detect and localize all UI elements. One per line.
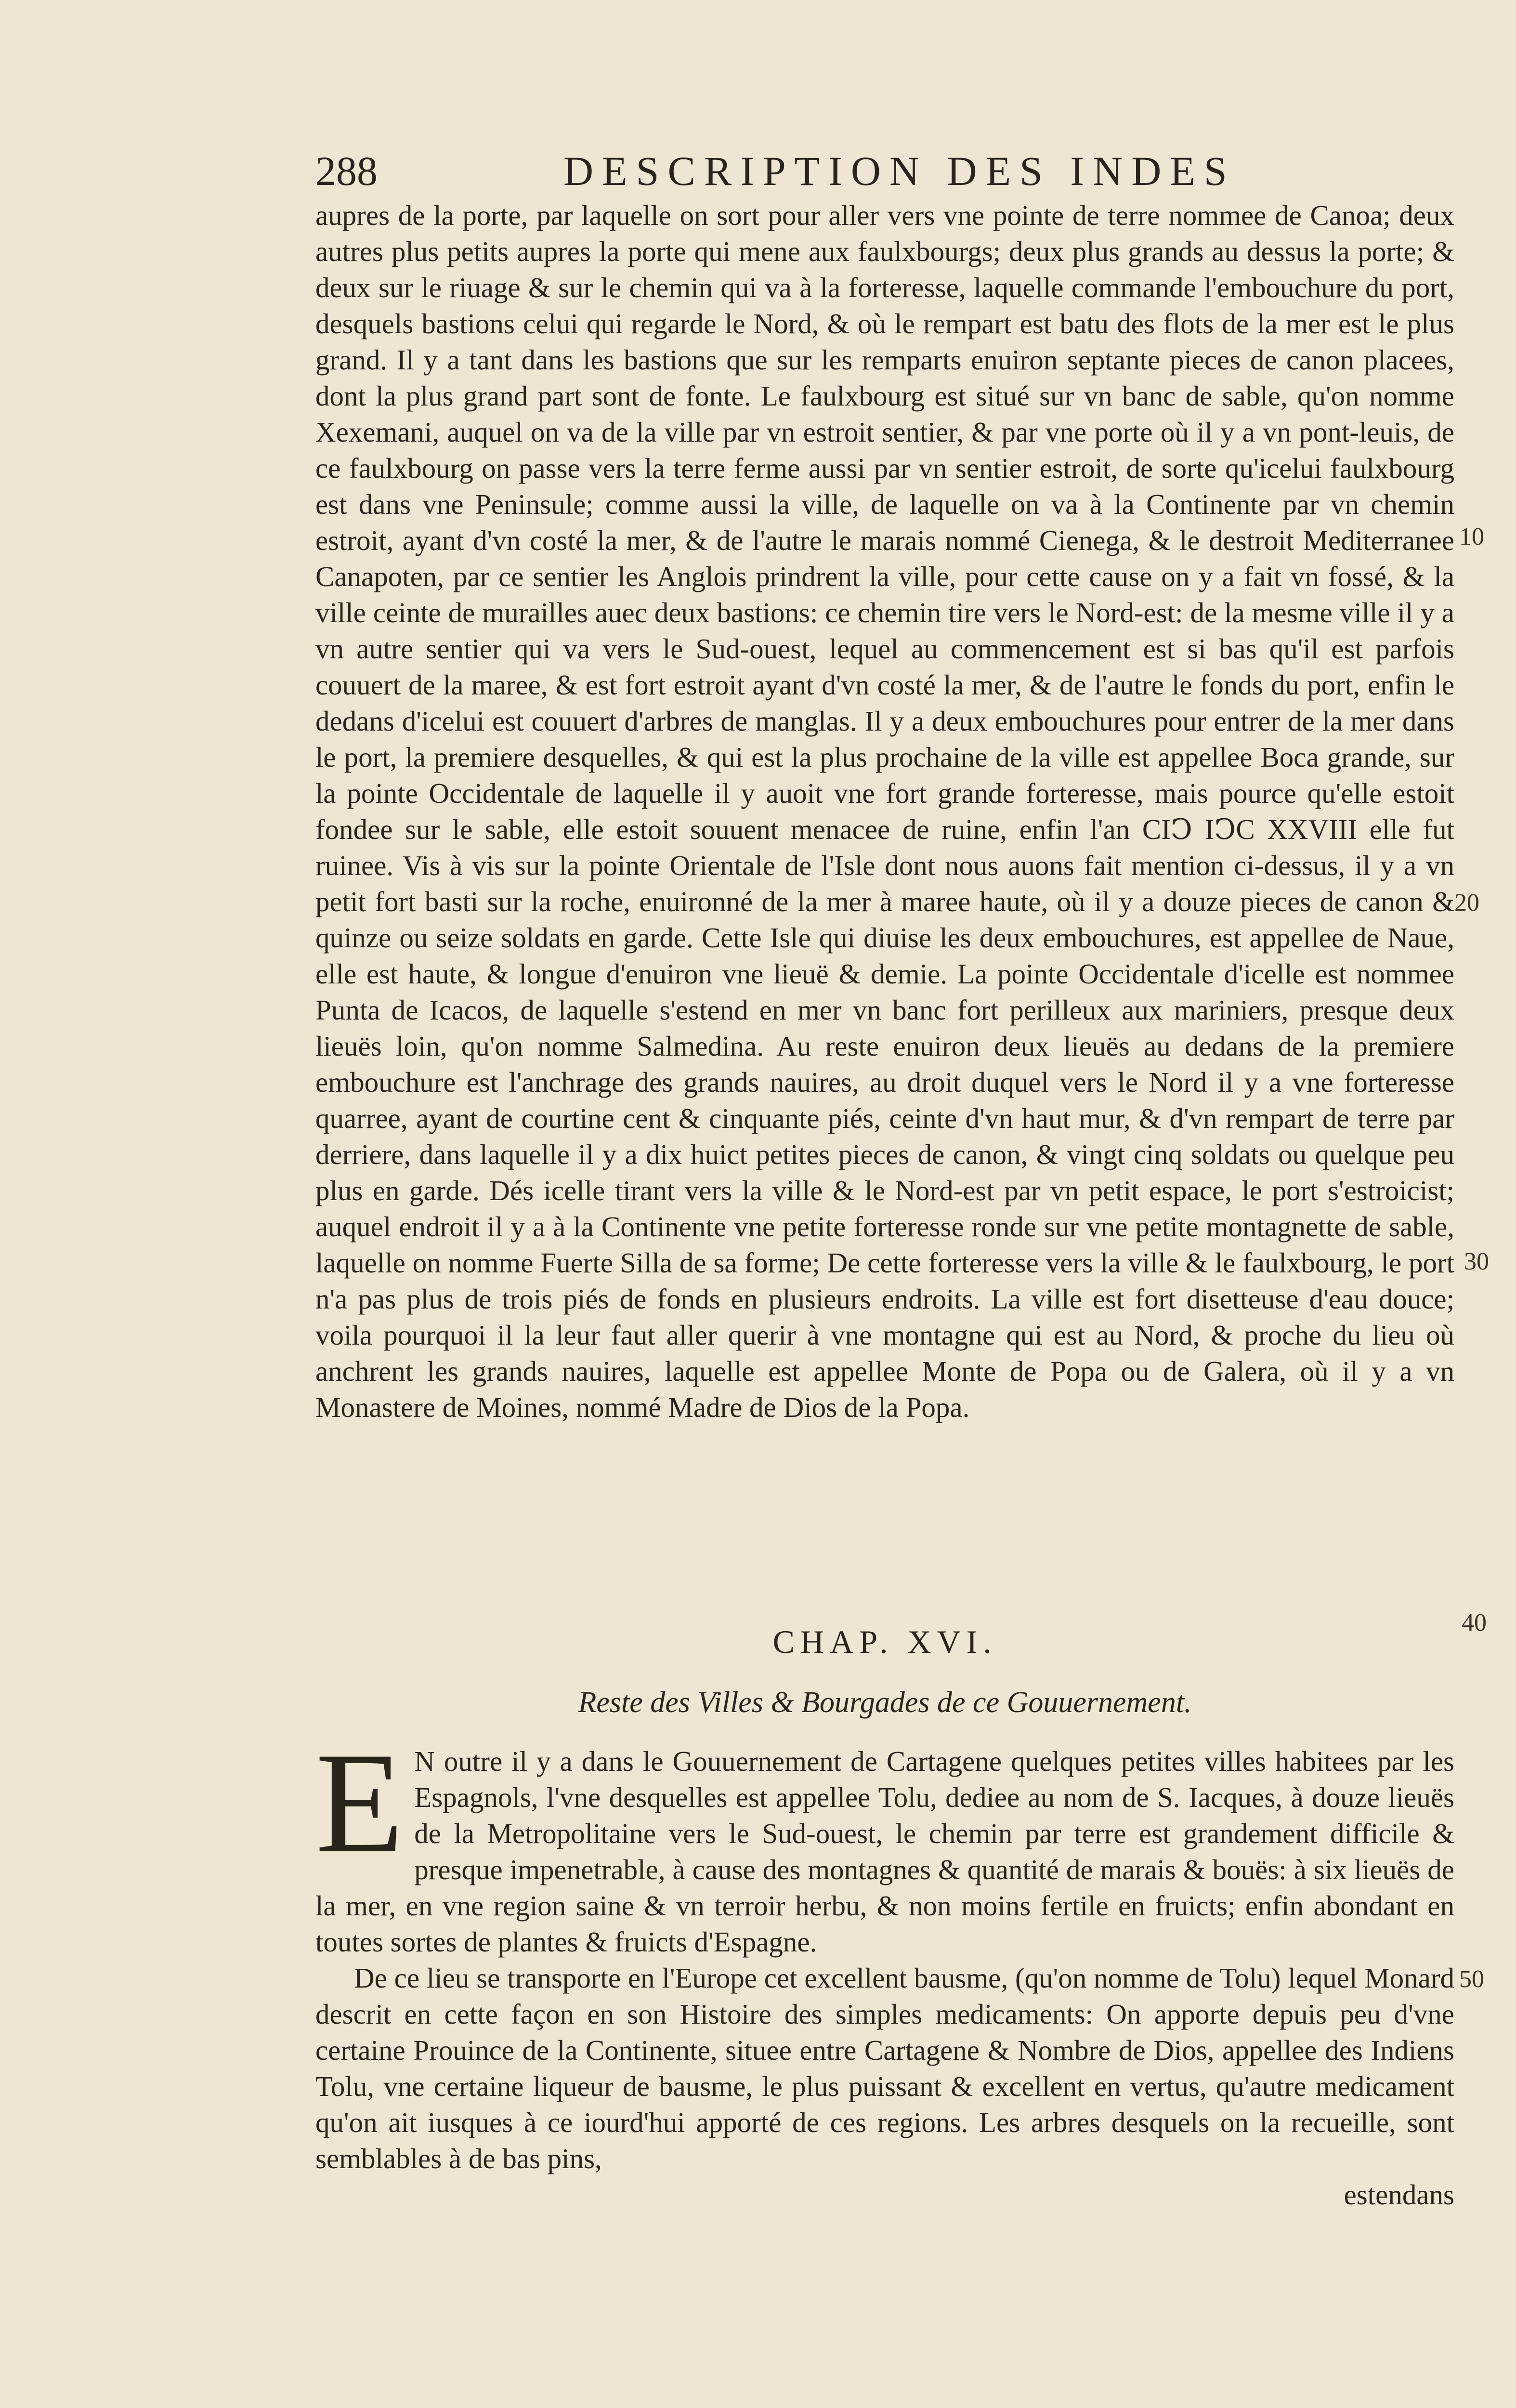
chapter-heading: CHAP. XVI.	[772, 1623, 997, 1660]
paragraph-1-text: N outre il y a dans le Gouuernement de Cartagene quelques petites villes habitees par les Espagnols, l'vne desquelles est appellee Tolu, dediee au nom de S. Iacques, à douze lieuës de la Metropolitaine vers le Sud-ouest, le chemin par terre est grandement difficile & presque impenetrable, à cause des montagnes & quantité de marais & bouës: à six lieuës de la mer, en vne region saine & vn terroir herbu, & non moins fertile en fruicts; enfin abondant en toutes sortes de plantes & fruicts d'Espagne.	[315, 1745, 1454, 1958]
chapter-text-block	[315, 1723, 1454, 2213]
running-title: DESCRIPTION DES INDES	[563, 148, 1236, 194]
margin-line-number: 50	[1459, 1965, 1484, 1993]
chapter-paragraph-2: De ce lieu se transporte en l'Europe cet excellent bausme, (qu'on nomme de Tolu) lequel Monard descrit en cette façon en son Histoire des simples medicaments: On apporte depuis peu d'vne certaine Prouince de la Continente, situee entre Cartagene & Nombre de Dios, appellee des Indiens Tolu, vne certaine liqueur de bausme, le plus puissant & excellent en vertus, qu'autre medicament qu'on ait iusques à ce iourd'hui apporté de ces regions. Les arbres desquels on la recueille, sont semblables à de bas pins,	[315, 1962, 1454, 2174]
catchword: estendans	[1344, 2179, 1454, 2211]
margin-line-number: 20	[1454, 889, 1479, 916]
chapter-paragraph-1	[315, 1723, 1454, 1960]
margin-line-number: 10	[1459, 523, 1484, 550]
margin-line-number: 40	[1462, 1609, 1487, 1636]
margin-line-number: 30	[1464, 1248, 1489, 1275]
chapter-subtitle: Reste des Villes & Bourgades de ce Gouuernement.	[578, 1686, 1192, 1719]
drop-capital: E	[315, 1723, 404, 1883]
main-text-block	[315, 197, 1454, 1426]
body-paragraph: aupres de la porte, par laquelle on sort pour aller vers vne pointe de terre nommee de Canoa; deux autres plus petits aupres la porte qui mene aux faulxbourgs; deux plus grands au dessus la porte; & deux sur le riuage & sur le chemin qui va à la forteresse, laquelle commande l'embouchure du port, desquels bastions celui qui regarde le Nord, & où le rempart est batu des flots de la mer est le plus grand. Il y a tant dans les bastions que sur les remparts enuiron septante pieces de canon placees, dont la plus grand part sont de fonte. Le faulxbourg est situé sur vn banc de sable, qu'on nomme Xexemani, auquel on va de la ville par vn estroit sentier, & par vne porte où il y a vn pont-leuis, de ce faulxbourg on passe vers la terre ferme aussi par vn sentier estroit, de sorte qu'icelui faulxbourg est dans vne Peninsule; comme aussi la ville, de laquelle on va à la Continente par vn chemin estroit, ayant d'vn costé la mer, & de l'autre le marais nommé Cienega, & le destroit Mediterranee Canapoten, par ce sentier les Anglois prindrent la ville, pour cette cause on y a fait vn fossé, & la ville ceinte de murailles auec deux bastions: ce chemin tire vers le Nord-est: de la mesme ville il y a vn autre sentier qui va vers le Sud-ouest, lequel au commencement est si bas qu'il est parfois couuert de la maree, & est fort estroit ayant d'vn costé la mer, & de l'autre le fonds du port, enfin le dedans d'icelui est couuert d'arbres de manglas. Il y a deux embouchures pour entrer de la mer dans le port, la premiere desquelles, & qui est la plus prochaine de la ville est appellee Boca grande, sur la pointe Occidentale de laquelle il y auoit vne fort grande forteresse, mais pource qu'elle estoit fondee sur le sable, elle estoit souuent menacee de ruine, enfin l'an CIↃ IↃC XXVIII elle fut ruinee. Vis à vis sur la pointe Orientale de l'Isle dont nous auons fait mention ci-dessus, il y a vn petit fort basti sur la roche, enuironné de la mer à maree haute, où il y a douze pieces de canon & quinze ou seize soldats en garde. Cette Isle qui diuise les deux embouchures, est appellee de Naue, elle est haute, & longue d'enuiron vne lieuë & demie. La pointe Occidentale d'icelle est nommee Punta de Icacos, de laquelle s'estend en mer vn banc fort perilleux aux mariniers, presque deux lieuës loin, qu'on nomme Salmedina. Au reste enuiron deux lieuës au dedans de la premiere embouchure est l'anchrage des grands nauires, au droit duquel vers le Nord il y a vne forteresse quarree, ayant de courtine cent & cinquante piés, ceinte d'vn haut mur, & d'vn rempart de terre par derriere, dans laquelle il y a dix huict petites pieces de canon, & vingt cinq soldats ou quelque peu plus en garde. Dés icelle tirant vers la ville & le Nord-est par vn petit espace, le port s'estroicist; auquel endroit il y a à la Continente vne petite forteresse ronde sur vne petite montagnette de sable, laquelle on nomme Fuerte Silla de sa forme; De cette forteresse vers la ville & le faulxbourg, le port n'a pas plus de trois piés de fonds en plusieurs endroits. La ville est fort disetteuse d'eau douce; voila pourquoi il la leur faut aller querir à vne montagne qui est au Nord, & proche du lieu où anchrent les grands nauires, laquelle est appellee Monte de Popa ou de Galera, où il y a vn Monastere de Moines, nommé Madre de Dios de la Popa.	[315, 199, 1454, 1423]
page-number: 288	[315, 148, 378, 194]
